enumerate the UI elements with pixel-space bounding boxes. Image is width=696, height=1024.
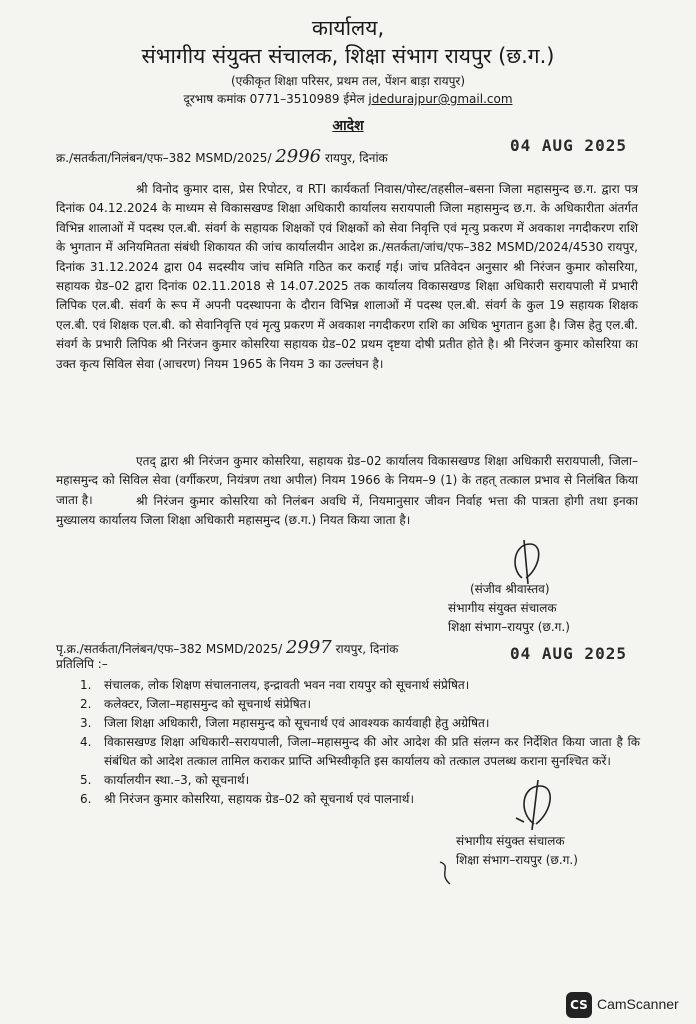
list-item: 4. विकासखण्ड शिक्षा अधिकारी–सरायपाली, जिला–महासमुन्द की ओर आदेश की प्रति संलग्न कर निर्देशित किया जाता है कि संबंधित को आदेश तत्काल तामिल कराकर प्राप्ति अभिस्वीकृति इस कार्यालय को तत्काल उपलब्ध कराना सुनश्चित करें। [80, 735, 640, 768]
reference-prefix-2: पृ.क्र./सतर्कता/निलंबन/एफ–382 MSMD/2025/ [56, 642, 283, 656]
date-stamp-1: 04 AUG 2025 [510, 136, 627, 155]
office-heading: कार्यालय, [311, 16, 385, 40]
camscanner-label: CamScanner [597, 996, 679, 1012]
date-stamp-2: 04 AUG 2025 [510, 644, 627, 663]
list-item: 3. जिला शिक्षा अधिकारी, जिला महासमुन्द को सूचनार्थ एवं आवश्यक कार्यवाही हेतु अग्रेषित। [80, 716, 490, 730]
email-address: jdedurajpur@gmail.com [368, 92, 513, 106]
signatory-office-2: शिक्षा संभाग–रायपुर (छ.ग.) [456, 853, 578, 867]
initial-mark [436, 858, 456, 888]
office-address: (एकीकृत शिक्षा परिसर, प्रथम तल, पेंशन बाड़ा रायपुर) [230, 74, 465, 88]
reference-prefix: क्र./सतर्कता/निलंबन/एफ–382 MSMD/2025/ [56, 151, 272, 165]
reference-number-handwritten-2: 2997 [285, 637, 332, 658]
list-item: 2. कलेक्टर, जिला–महासमुन्द को सूचनार्थ संप्रेषित। [80, 697, 312, 711]
signature-block-1 [448, 580, 570, 637]
reference-suffix: रायपुर, दिनांक [324, 151, 388, 165]
paragraph-complaint: श्री विनोद कुमार दास, प्रेस रिपोटर, व RTI कार्यकर्ता निवास/पोस्ट/तहसील–बसना जिला महासमुन्द छ.ग. द्वारा पत्र दिनांक 04.12.2024 के माध्यम से विकासखण्ड शिक्षा अधिकारी कार्यालय सरायपाली जिला महासमुन्द छ.ग. के अधिकारीता अंतर्गत विभिन्न शालाओं में पदस्थ एल.बी. संवर्ग के सहायक शिक्षकों एवं शिक्षकों को सेवा निवृत्ति एवं मृत्यु प्रकरण में अवकाश नगदीकरण राशि के भुगतान में अनियमितता संबंधी शिकायत की जांच कार्यालयीन आदेश क्र./सतर्कता/जांच/एफ–382 MSMD/2024/4530 रायपुर, दिनांक 31.12.2024 द्वारा 04 सदस्यीय जांच समिति गठित कर कराई गई। जांच प्रतिवेदन अनुसार श्री निरंजन कुमार कोसरिया, सहायक ग्रेड–02 द्वारा दिनांक 02.11.2018 से 14.07.2025 तक कार्यालय विकासखण्ड शिक्षा अधिकारी सरायपाली में प्रभारी लिपिक एल.बी. संवर्ग के रूप में अपनी पदस्थापना के दौरान विभिन्न शालाओं में पदस्थ एल.बी. संवर्ग के कुल 19 सहायक शिक्षक एल.बी. एवं शिक्षक एल.बी. को सेवानिवृत्ति एवं मृत्यु प्रकरण में अवकाश नगदीकरण राशि का अधिक भुगतान हुआ है। जिस हेतु एल.बी. संवर्ग के प्रभारी लिपिक श्री निरंजन कुमार कोसरिया सहायक ग्रेड–02 प्रथम दृष्टया दोषी प्रतीत होते है। श्री निरंजन कुमार कोसरिया का उक्त कृत्य सिविल सेवा (आचरण) नियम 1965 के नियम 3 का उल्लंघन है। [56, 182, 638, 371]
reference-suffix-2: रायपुर, दिनांक [335, 642, 399, 656]
signature-mark-2 [508, 778, 568, 834]
copy-to-label: प्रतिलिपि :– [56, 657, 108, 671]
camscanner-logo-icon: CS [566, 992, 592, 1018]
order-title: आदेश [332, 118, 364, 134]
list-item: 5. कार्यालयीन स्था.–3, को सूचनार्थ। [80, 773, 250, 787]
office-name: संभागीय संयुक्त संचालक, शिक्षा संभाग रायपुर (छ.ग.) [141, 44, 555, 68]
signatory-office: शिक्षा संभाग–रायपुर (छ.ग.) [448, 620, 570, 634]
office-contact [0, 90, 696, 107]
paragraph-suspension: एतद् द्वारा श्री निरंजन कुमार कोसरिया, सहायक ग्रेड–02 कार्यालय विकासखण्ड शिक्षा अधिकारी सरायपाली, जिला–महासमुन्द को सिविल सेवा (वर्गीकरण, नियंत्रण तथा अपील) नियम 1966 के नियम–9 (1) के तहत् तत्काल प्रभाव से निलंबित किया जाता है। [56, 454, 638, 507]
signatory-designation-2: संभागीय संयुक्त संचालक [456, 834, 565, 848]
reference-number-handwritten: 2996 [275, 146, 322, 167]
phone-label: दूरभाष कमांक 0771–3510989 ईमेल [183, 92, 365, 106]
camscanner-watermark [566, 991, 690, 1019]
signatory-designation: संभागीय संयुक्त संचालक [448, 601, 557, 615]
signature-block-2 [456, 832, 578, 870]
list-item: 1. संचालक, लोक शिक्षण संचालनालय, इन्द्रावती भवन नवा रायपुर को सूचनार्थ संप्रेषित। [80, 678, 470, 692]
list-item: 6. श्री निरंजन कुमार कोसरिया, सहायक ग्रेड–02 को सूचनार्थ एवं पालनार्थ। [80, 792, 414, 806]
signatory-name: (संजीव श्रीवास्तव) [470, 582, 550, 596]
paragraph-allowance: श्री निरंजन कुमार कोसरिया को निलंबन अवधि में, नियमानुसार जीवन निर्वाह भत्ता की पात्रता होगी तथा इनका मुख्यालय कार्यालय जिला शिक्षा अधिकारी महासमुन्द (छ.ग.) नियत किया जाता है। [56, 494, 638, 528]
reference-line-1 [56, 146, 388, 167]
